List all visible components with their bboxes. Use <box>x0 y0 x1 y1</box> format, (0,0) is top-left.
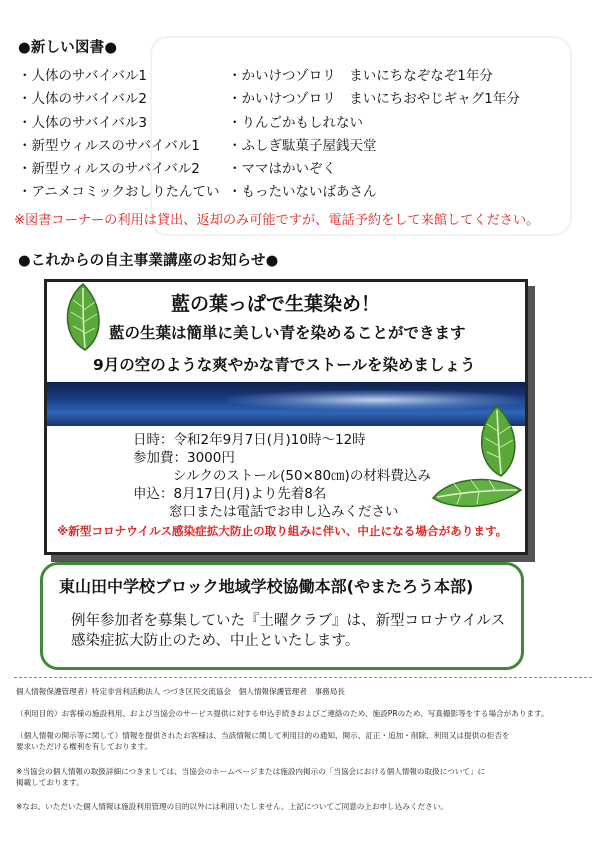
new-books-right-list <box>228 65 520 205</box>
event-date: 日時：令和2年9月7日(月)10時～12時 <box>133 432 366 448</box>
library-notice: ※図書コーナーの利用は貸出、返却のみ可能ですが、電話予約をして来館してください。 <box>14 213 540 228</box>
new-books-left-list <box>18 65 220 205</box>
privacy-consent: ※なお、いただいた個人情報は施設利用管理の目的以外には利用いたしません。上記についてご同意の上お申し込みください。 <box>16 802 448 811</box>
privacy-details-1: ※当協会の個人情報の取扱詳細につきましては、当協会のホームページまたは施設内掲示の「当協会における個人情報の取扱について」に <box>16 767 486 776</box>
event-apply: 申込：8月17日(月)より先着8名 <box>133 486 327 502</box>
list-item: ・かいけつゾロリ まいにちおやじギャグ1年分 <box>228 91 520 108</box>
covid-notice: ※新型コロナウイルス感染症拡大防止の取り組みに伴い、中止になる場合があります。 <box>57 524 508 538</box>
privacy-managers: 個人情報保護管理者）特定非営利活動法人 つづき区民交流協会 個人情報保護管理者 事務局長 <box>16 687 345 696</box>
privacy-policy <box>14 677 592 848</box>
leaf-icon <box>59 280 109 352</box>
list-item: ・もったいないばあさん <box>228 184 377 201</box>
list-item: ・新型ウィルスのサバイバル1 <box>18 137 200 154</box>
event-apply-note: 窓口または電話でお申し込みください <box>169 504 399 520</box>
privacy-disclosure-2: 要求いただける権利を有しております。 <box>16 742 153 751</box>
list-item: ・アニメコミックおしりたんてい <box>18 184 220 201</box>
event-fee-note: シルクのストール(50×80㎝)の材料費込み <box>173 468 431 484</box>
courses-heading: ●これからの自主事業講座のお知らせ● <box>18 253 279 269</box>
leaf-icon <box>431 472 523 512</box>
event-fee: 参加費：3000円 <box>133 450 235 466</box>
privacy-purpose: （利用目的）お客様の施設利用、および当協会のサービス提供に対する申込手続きおよびご連絡のため、施設PRのため、写真撮影等をする場合があります。 <box>16 709 549 718</box>
list-item: ・人体のサバイバル1 <box>18 68 148 84</box>
event-title: 藍の葉っぱで生葉染め！ <box>171 293 381 315</box>
club-title: 東山田中学校ブロック地域学校協働本部(やまたろう本部) <box>59 577 474 596</box>
list-item: ・人体のサバイバル2 <box>18 91 148 108</box>
list-item: ・人体のサバイバル3 <box>18 114 148 131</box>
event-poster <box>44 279 528 555</box>
privacy-disclosure-1: （個人情報の開示等に関して）情報を提供されたお客様は、当該情報に関して利用目的の通知、開示、訂正・追加・削除、利用又は提供の拒否を <box>16 731 510 740</box>
club-text-1: 例年参加者を募集していた『土曜クラブ』は、新型コロナウイルス <box>71 613 506 629</box>
event-description-1: 藍の生葉は簡単に美しい青を染めることができます <box>109 324 466 342</box>
sea-image <box>47 382 525 426</box>
list-item: ・ママはかいぞく <box>228 161 336 178</box>
list-item: ・ふしぎ駄菓子屋銭天堂 <box>228 137 377 154</box>
event-description-2: 9月の空のような爽やかな青でストールを染めましょう <box>93 356 476 374</box>
leaf-icon <box>471 402 523 478</box>
club-text-2: 感染症拡大防止のため、中止といたします。 <box>71 633 360 649</box>
new-books-heading: ●新しい図書● <box>18 40 118 56</box>
club-notice-box <box>40 562 524 670</box>
privacy-details-2: 掲載しております。 <box>16 778 84 787</box>
list-item: ・かいけつゾロリ まいにちなぞなぞ1年分 <box>228 68 493 84</box>
list-item: ・新型ウィルスのサバイバル2 <box>18 161 200 178</box>
list-item: ・りんごかもしれない <box>228 114 363 131</box>
